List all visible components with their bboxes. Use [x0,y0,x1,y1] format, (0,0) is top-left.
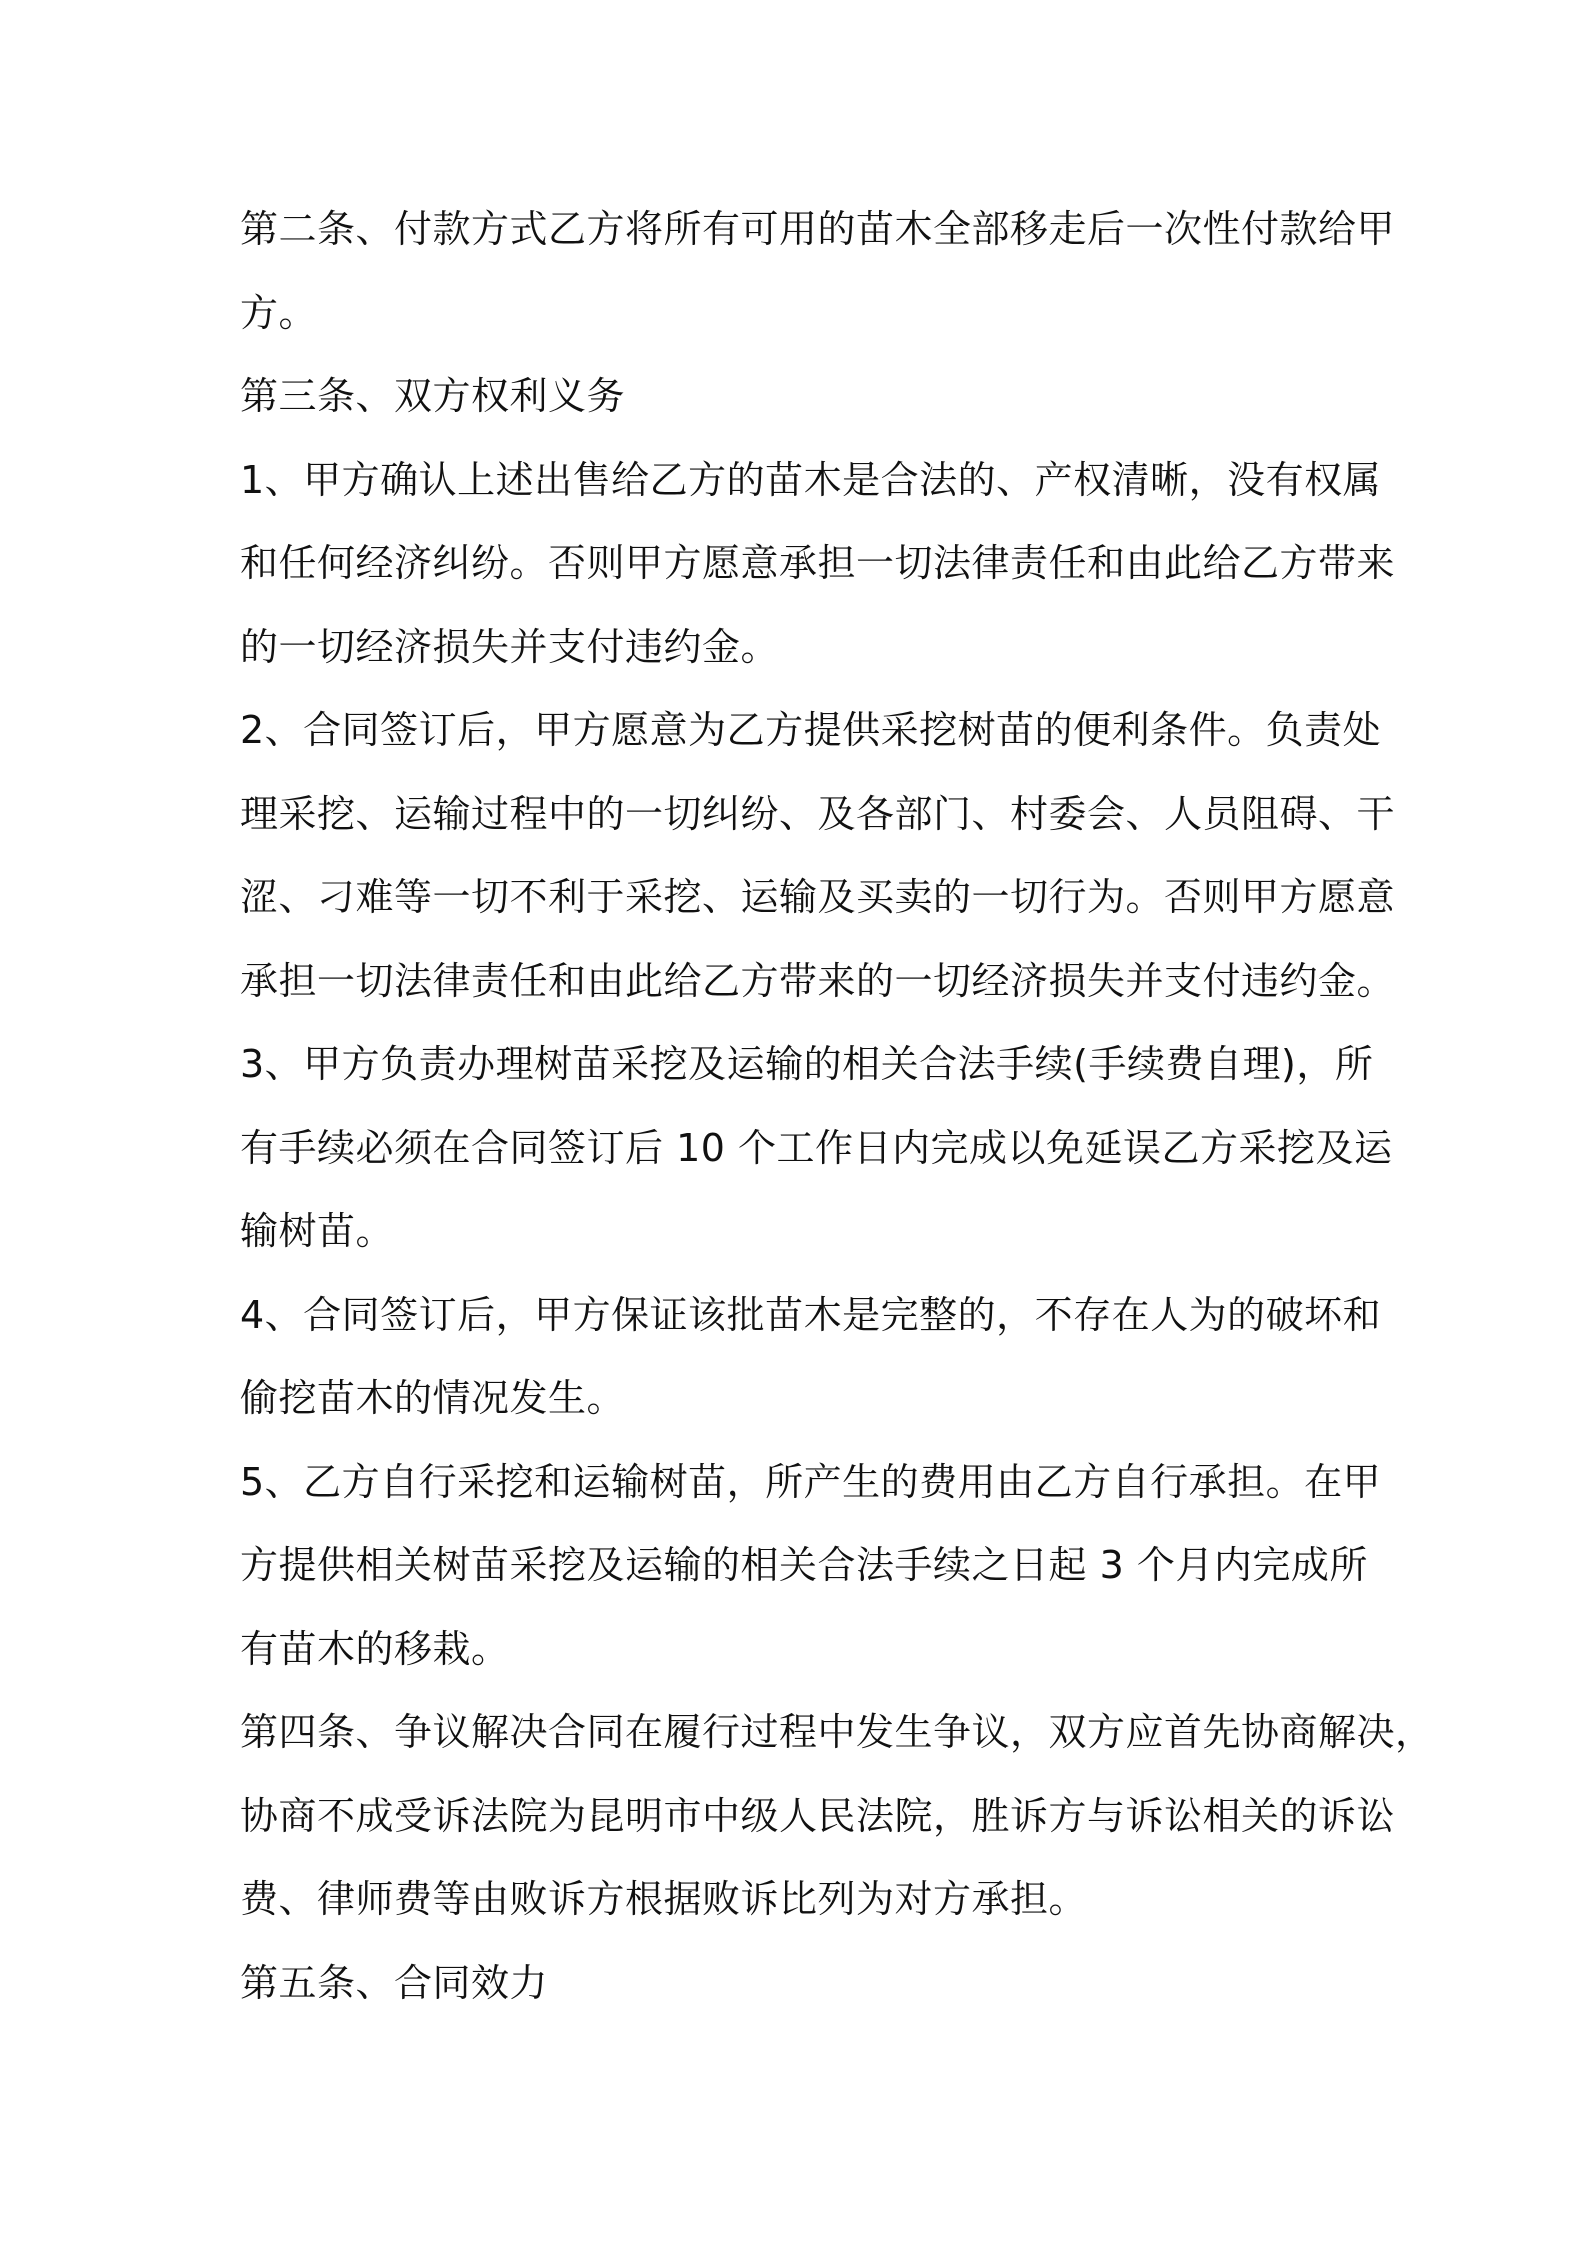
text-line: 2、合同签订后，甲方愿意为乙方提供采挖树苗的便利条件。负责处 [240,708,1382,752]
text-line: 方。 [240,290,318,335]
contract-text [240,188,1434,2025]
section-heading: 第五条、合同效力 [240,1960,549,2005]
text-line: 方提供相关树苗采挖及运输的相关合法手续之日起 3 个月内完成所 [240,1543,1368,1587]
text-line: 偷挖苗木的情况发生。 [240,1376,626,1420]
text-line: 第四条、争议解决合同在履行过程中发生争议，双方应首先协商解决， [240,1710,1434,1754]
text-line: 4、合同签订后，甲方保证该批苗木是完整的，不存在人为的破坏和 [240,1292,1382,1337]
text-line: 有苗木的移栽。 [240,1626,510,1671]
text-line: 涩、刁难等一切不利于采挖、运输及买卖的一切行为。否则甲方愿意 [240,875,1396,919]
text-line: 理采挖、运输过程中的一切纠纷、及各部门、村委会、人员阻碍、干 [240,791,1396,836]
text-line: 协商不成受诉法院为昆明市中级人民法院，胜诉方与诉讼相关的诉讼 [240,1793,1396,1838]
text-line: 和任何经济纠纷。否则甲方愿意承担一切法律责任和由此给乙方带来 [240,541,1396,585]
text-line: 1、甲方确认上述出售给乙方的苗木是合法的、产权清晰，没有权属 [240,457,1382,502]
text-line: 有手续必须在合同签订后 10 个工作日内完成以免延误乙方采挖及运 [240,1125,1393,1170]
section-heading: 第三条、双方权利义务 [240,374,626,418]
text-line: 5、乙方自行采挖和运输树苗，所产生的费用由乙方自行承担。在甲 [240,1459,1382,1504]
text-line: 3、甲方负责办理树苗采挖及运输的相关合法手续(手续费自理)，所 [240,1042,1374,1086]
text-line: 的一切经济损失并支付违约金。 [240,624,780,669]
text-line: 第二条、付款方式乙方将所有可用的苗木全部移走后一次性付款给甲 [240,207,1396,251]
text-line: 输树苗。 [240,1209,395,1253]
text-line: 费、律师费等由败诉方根据败诉比列为对方承担。 [240,1877,1088,1921]
text-line: 承担一切法律责任和由此给乙方带来的一切经济损失并支付违约金。 [240,958,1396,1003]
